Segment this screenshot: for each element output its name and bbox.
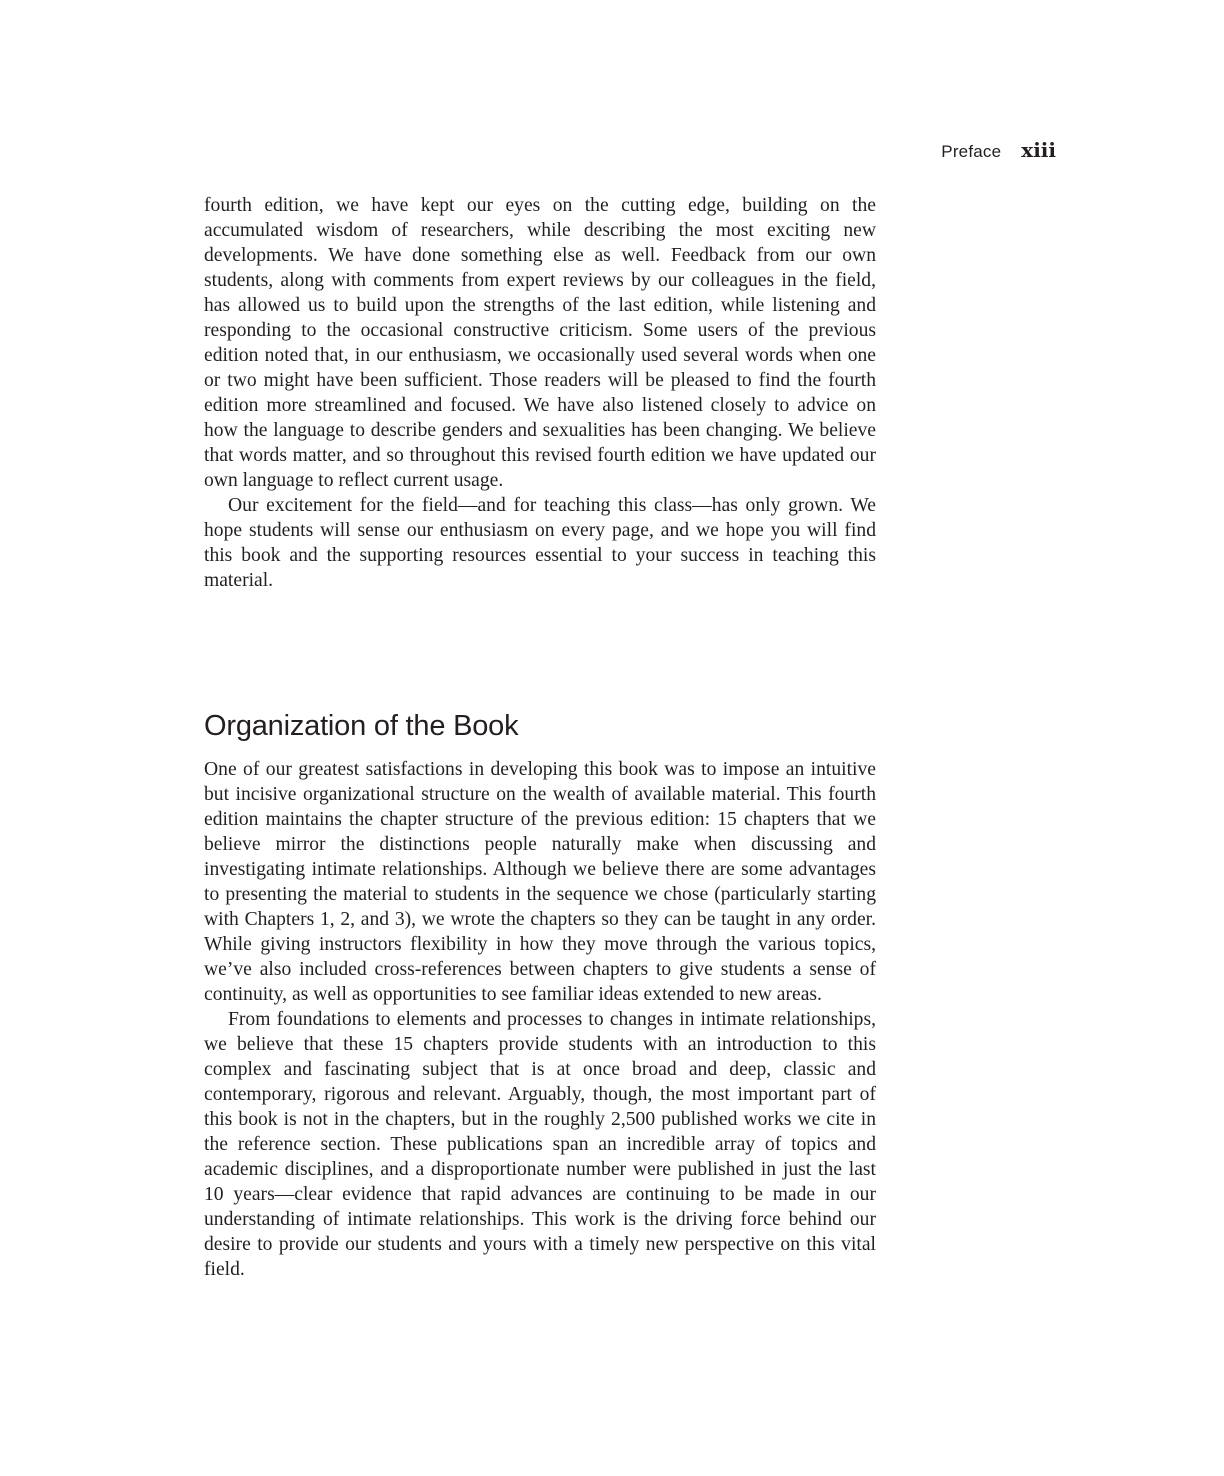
body-paragraph: One of our greatest satisfactions in developing this book was to impose an intuitive but incisive organizational structure on the wealth of available material. This fourth edition maintains the chapter structure of the previous edition: 15 chapters that we believe mirror the distinctions people naturally make when discussing and investigating intimate relationships. Although we believe there are some advantages to presenting the material to students in the sequence we chose (particularly starting with Chapters 1, 2, and 3), we wrote the chapters so they can be taught in any order. While giving instructors flexibility in how they move through the various topics, we’ve also included cross-references between chapters to give students a sense of continuity, as well as opportunities to see familiar ideas extended to new areas. (204, 759, 876, 1005)
body-paragraph: Our excitement for the field—and for teaching this class—has only grown. We hope students will sense our enthusiasm on every page, and we hope you will find this book and the supporting resources essential to your success in teaching this material. (204, 495, 876, 591)
page-number: xiii (1021, 138, 1056, 162)
organization-text (204, 757, 876, 1282)
body-paragraph: From foundations to elements and processes to changes in intimate relationships, we believe that these 15 chapters provide students with an introduction to this complex and fascinating subject that is at once broad and deep, classic and contemporary, rigorous and relevant. Arguably, though, the most important part of this book is not in the chapters, but in the roughly 2,500 published works we cite in the reference section. These publications span an incredible array of topics and academic disciplines, and a disproportionate number were published in just the last 10 years—clear evidence that rapid advances are continuing to be made in our understanding of intimate relationships. This work is the driving force behind our desire to provide our students and yours with a timely new perspective on this vital field. (204, 1009, 876, 1280)
intro-text (204, 193, 876, 593)
section-heading: Organization of the Book (204, 710, 519, 742)
running-head (941, 138, 1056, 162)
running-head-section: Preface (941, 142, 1002, 161)
body-paragraph: fourth edition, we have kept our eyes on the cutting edge, building on the accumulated wisdom of researchers, while describing the most exciting new developments. We have done something else as well. Feedback from our own students, along with comments from expert reviews by our colleagues in the field, has allowed us to build upon the strengths of the last edition, while listening and responding to the occasional constructive criticism. Some users of the previous edition noted that, in our enthusiasm, we occasionally used several words when one or two might have been sufficient. Those readers will be pleased to find the fourth edition more streamlined and focused. We have also listened closely to advice on how the language to describe genders and sexualities has been changing. We believe that words matter, and so throughout this revised fourth edition we have updated our own language to reflect current usage. (204, 195, 876, 491)
